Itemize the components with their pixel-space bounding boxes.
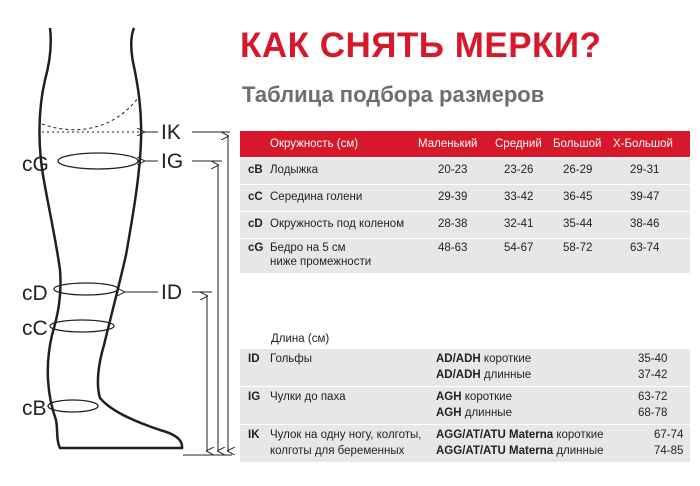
ring-cD [54,283,118,295]
variant-desc: длинные [461,407,512,419]
row-name-line2: колготы для беременных [270,445,405,457]
row-xlarge: 29-31 [630,164,660,176]
table-row [240,158,690,184]
row-code: cG [248,242,264,254]
table-row [240,387,690,424]
ring-cC [50,320,114,332]
row-variant [436,406,512,421]
variant-desc: длинные [553,445,604,457]
table-row [240,185,690,211]
row-name-line2: ниже промежности [270,256,372,268]
row-small: 48-63 [438,242,468,254]
leg-diagram [0,0,240,486]
row-medium: 32-41 [504,218,534,230]
row-medium: 33-42 [504,191,534,203]
row-value: 63-72 [638,391,668,403]
row-variant [436,444,604,459]
row-large: 36-45 [563,191,593,203]
page-title: КАК СНЯТЬ МЕРКИ? [240,26,602,65]
row-name: Чулки до паха [270,391,346,403]
variant-desc: короткие [553,429,604,441]
label-ID: ID [161,281,182,304]
row-code: IK [248,429,260,441]
label-IK: IK [161,121,181,144]
header-xlarge: Х-Большой [613,138,673,150]
header-small: Маленький [418,138,478,150]
row-value: 35-40 [638,353,668,365]
label-cG: cG [22,153,49,176]
table-row [240,239,690,273]
crotch-dashed-curve [42,98,138,130]
header-large: Большой [553,138,602,150]
label-cB: cB [22,397,47,420]
variant-model: AD/ADH [436,369,481,381]
row-code: cC [248,191,263,203]
table-row [240,425,690,462]
variant-model: AGH [436,391,462,403]
row-name: Середина голени [270,191,363,203]
header-measure: Окружность (см) [270,138,359,150]
variant-desc: длинные [480,369,532,381]
row-medium: 54-67 [504,242,534,254]
row-small: 28-38 [438,218,468,230]
variant-desc: короткие [480,353,532,365]
ring-cG [58,153,138,169]
row-large: 58-72 [563,242,593,254]
ring-cB [48,400,98,412]
row-large: 26-29 [563,164,593,176]
row-variant [436,352,531,367]
variant-model: AGG/AT/ATU Materna [436,429,554,441]
variant-desc: короткие [461,391,512,403]
variant-model: AGG/AT/ATU Materna [436,445,554,457]
row-value: 67-74 [654,429,684,441]
row-name: Гольфы [270,353,313,365]
page-subtitle: Таблица подбора размеров [242,82,545,107]
label-IG: IG [161,150,184,173]
label-cC: cC [22,317,48,340]
row-code: IG [248,391,261,403]
row-large: 35-44 [563,218,593,230]
row-variant [436,368,531,383]
row-code: ID [248,353,260,365]
variant-model: AGH [436,407,462,419]
row-xlarge: 63-74 [630,242,660,254]
row-value: 37-42 [638,369,668,381]
table-header-row [240,131,690,157]
row-value: 74-85 [654,445,684,457]
label-cD: cD [22,282,48,305]
row-name: Окружность под коленом [270,218,405,230]
length-header: Длина (см) [271,333,330,345]
row-variant [436,428,604,443]
row-code: cB [248,164,263,176]
leg-back-outline [39,28,182,448]
row-value: 68-78 [638,407,668,419]
row-name-line1: Чулок на одну ногу, колготы, [270,429,422,441]
row-xlarge: 38-46 [630,218,660,230]
row-name: Лодыжка [270,164,319,176]
table-row [240,212,690,238]
row-medium: 23-26 [504,164,534,176]
row-small: 20-23 [438,164,468,176]
row-name-line1: Бедро на 5 см [270,242,346,254]
row-small: 29-39 [438,191,468,203]
table-row [240,349,690,386]
row-variant [436,390,512,405]
header-medium: Средний [495,138,542,150]
row-xlarge: 39-47 [630,191,660,203]
variant-model: AD/ADH [436,353,481,365]
row-code: cD [248,218,263,230]
